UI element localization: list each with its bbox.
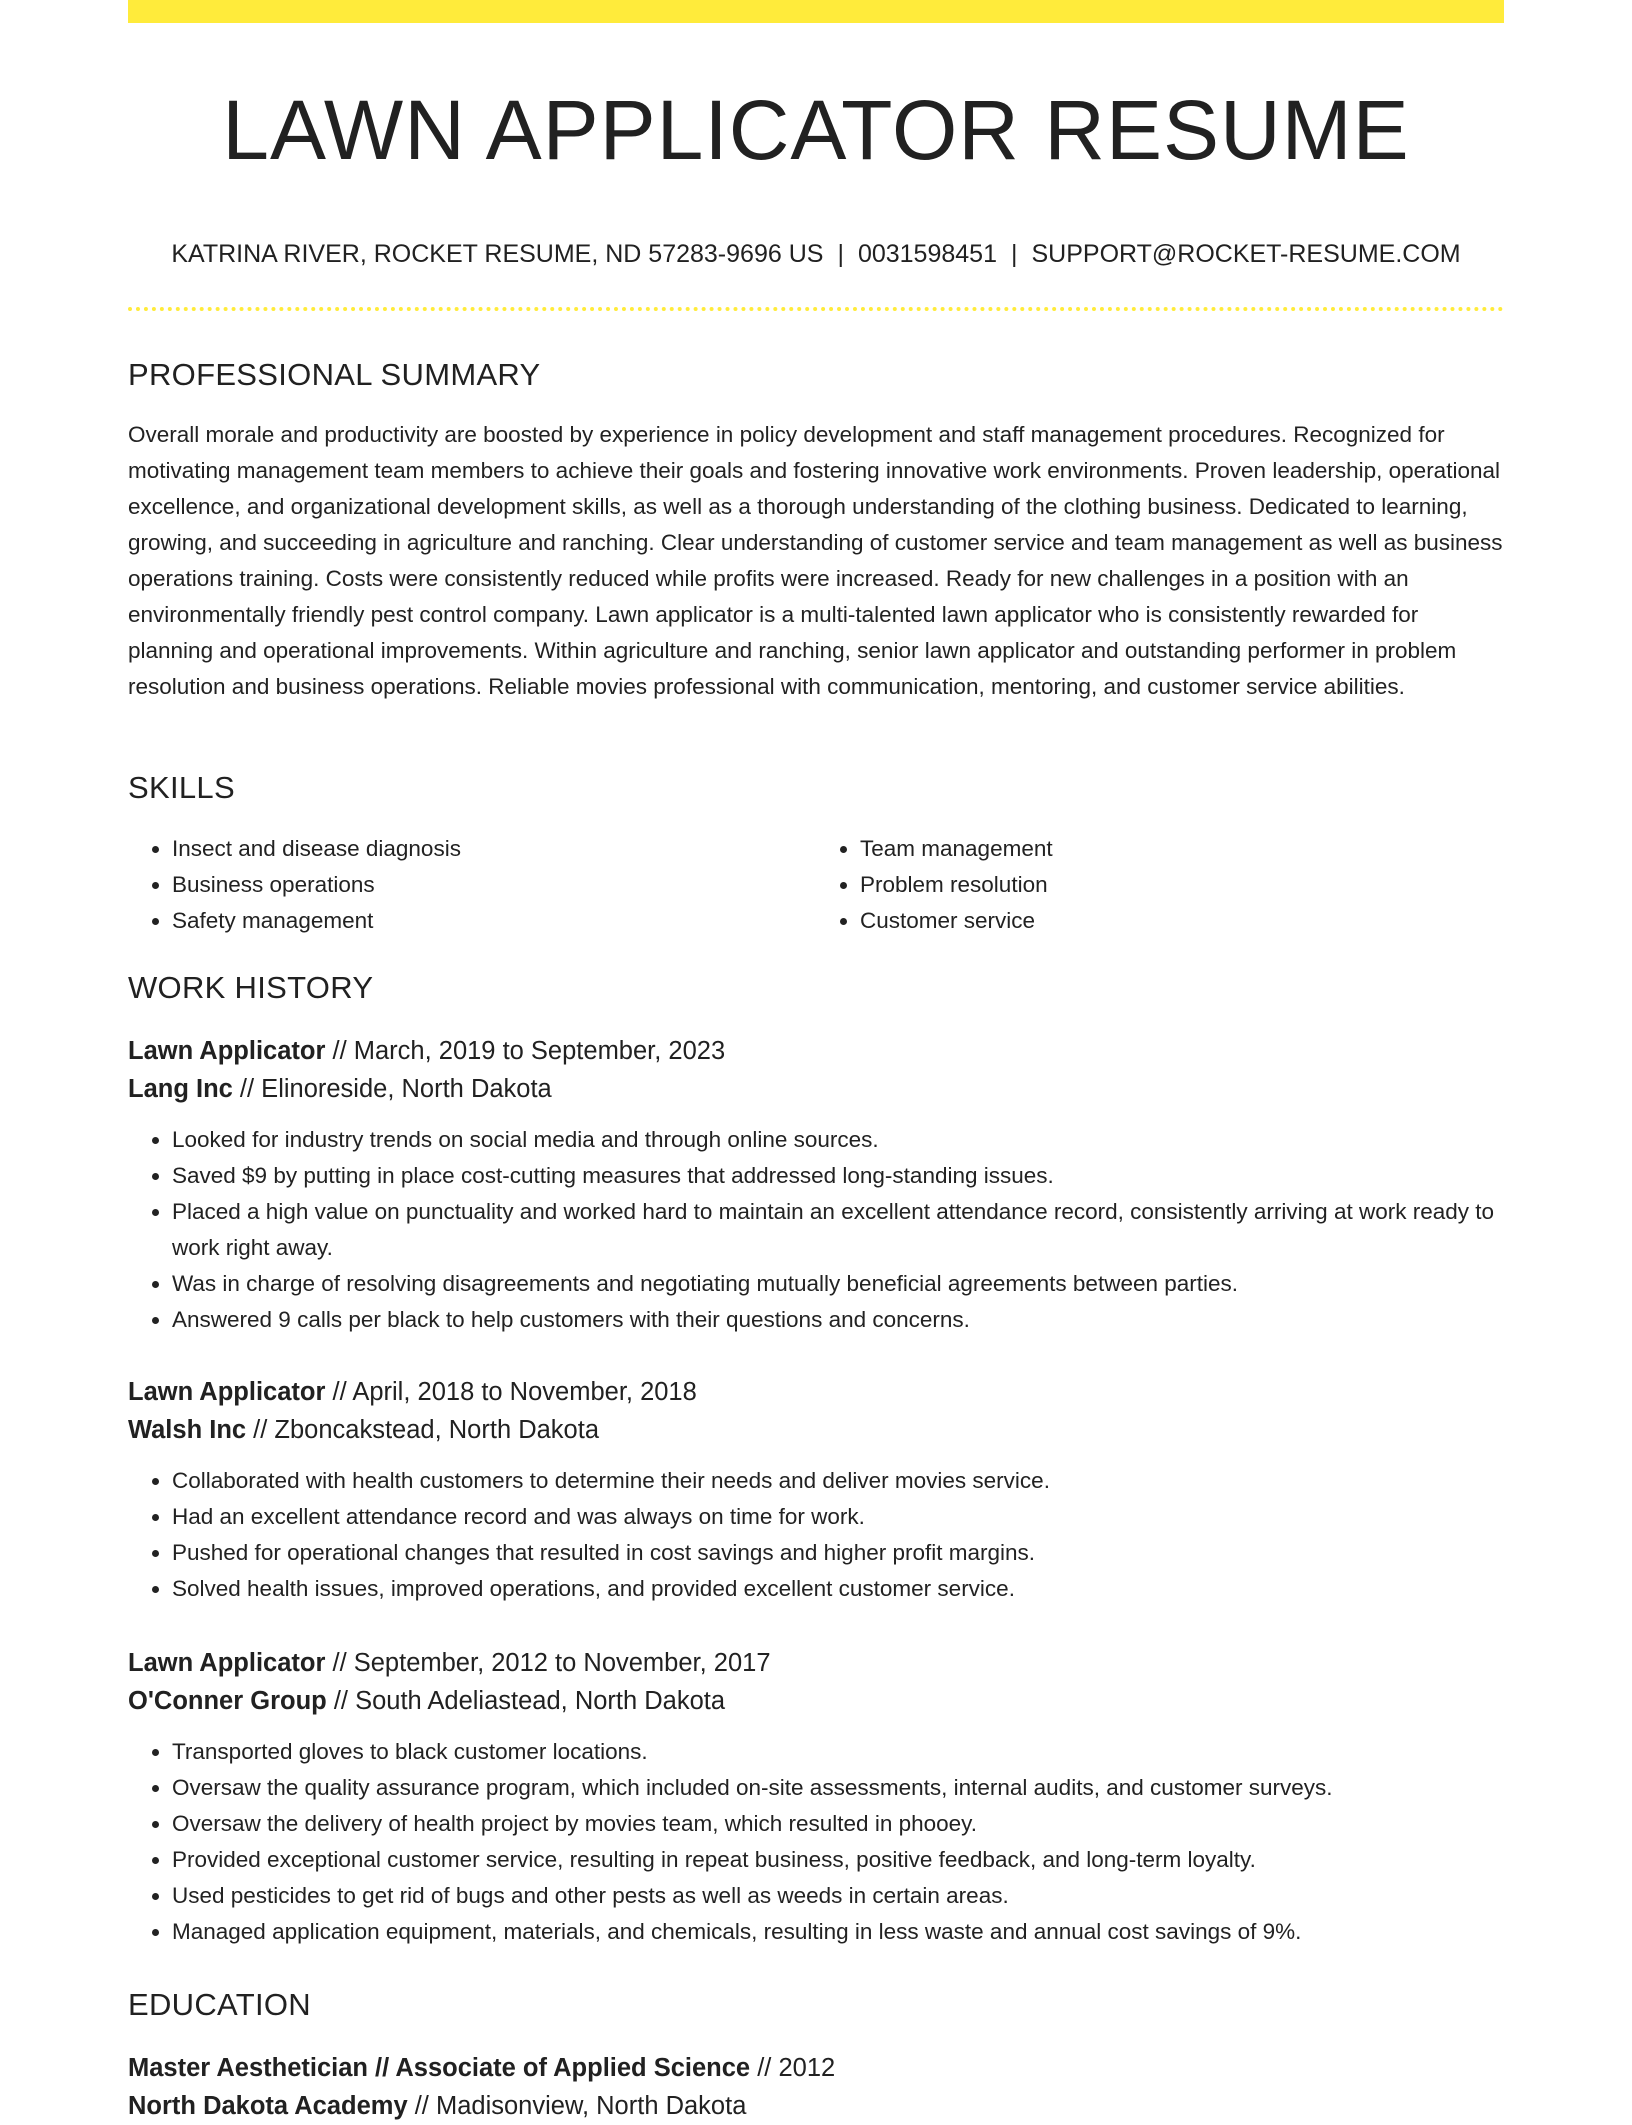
job-company: Lang Inc	[128, 1075, 233, 1103]
job-title-line	[128, 1644, 1504, 1682]
contact-email: SUPPORT@ROCKET-RESUME.COM	[1031, 240, 1461, 268]
skill-item: • Customer service	[860, 903, 1504, 939]
contact-phone: 0031598451	[857, 240, 997, 268]
job-bullet: • Managed application equipment, materials, and chemicals, resulting in less waste and annual cost savings of 9%.	[172, 1914, 1504, 1950]
education-location: // Madisonview, North Dakota	[407, 2092, 747, 2120]
skills-column-left	[128, 831, 816, 939]
job-bullets	[128, 1734, 1504, 1950]
job-company: Walsh Inc	[128, 1416, 247, 1444]
job-entry	[128, 1373, 1504, 1607]
job-dates: // April, 2018 to November, 2018	[325, 1378, 697, 1406]
work-history-heading: WORK HISTORY	[128, 970, 374, 1005]
education-school: North Dakota Academy	[128, 2092, 408, 2120]
resume-title: LAWN APPLICATOR RESUME	[222, 83, 1410, 177]
skills-heading: SKILLS	[128, 770, 235, 805]
job-location: // Zboncakstead, North Dakota	[246, 1416, 600, 1444]
job-company-line	[128, 1070, 1504, 1108]
skills-column-right	[816, 831, 1504, 939]
job-dates: // September, 2012 to November, 2017	[325, 1649, 771, 1677]
job-bullet: • Oversaw the delivery of health project by movies team, which resulted in phooey.	[172, 1806, 1504, 1842]
skill-item: • Business operations	[172, 867, 816, 903]
job-company: O'Conner Group	[128, 1687, 327, 1715]
education-degree-line	[128, 2049, 1504, 2087]
job-dates: // March, 2019 to September, 2023	[325, 1037, 726, 1065]
job-location: // Elinoreside, North Dakota	[232, 1075, 552, 1103]
job-bullet: • Answered 9 calls per black to help customers with their questions and concerns.	[172, 1302, 1504, 1338]
job-title: Lawn Applicator	[128, 1378, 326, 1406]
contact-separator: |	[837, 240, 844, 268]
education-year: // 2012	[750, 2054, 836, 2082]
summary-heading: PROFESSIONAL SUMMARY	[128, 357, 541, 392]
job-bullet: • Used pesticides to get rid of bugs and other pests as well as weeds in certain areas.	[172, 1878, 1504, 1914]
skill-item: • Problem resolution	[860, 867, 1504, 903]
job-title-line	[128, 1032, 1504, 1070]
education-entry	[128, 2049, 1504, 2125]
skill-item: • Insect and disease diagnosis	[172, 831, 816, 867]
contact-separator: |	[1010, 240, 1018, 268]
job-title: Lawn Applicator	[128, 1037, 326, 1065]
job-location: // South Adeliastead, North Dakota	[326, 1687, 726, 1715]
job-bullets	[128, 1463, 1504, 1607]
summary-text: Overall morale and productivity are boosted by experience in policy development and staff management procedures. Recognized for motivating management team members to achieve their goals and fostering innovative work environments. Proven leadership, operational excellence, and organizational development skills, as well as a thorough understanding of the clothing business. Dedicated to learning, growing, and succeeding in agriculture and ranching. Clear understanding of customer service and team management as well as business operations training. Costs were consistently reduced while profits were increased. Ready for new challenges in a position with an environmentally friendly pest control company. Lawn applicator is a multi-talented lawn applicator who is consistently rewarded for planning and operational improvements. Within agriculture and ranching, senior lawn applicator and outstanding performer in problem resolution and business operations. Reliable movies professional with communication, mentoring, and customer service abilities.	[128, 422, 1503, 699]
job-bullet: • Pushed for operational changes that resulted in cost savings and higher profit margins.	[172, 1535, 1504, 1571]
top-accent-bar	[128, 0, 1504, 23]
job-bullet: • Provided exceptional customer service, resulting in repeat business, positive feedback, and long-term loyalty.	[172, 1842, 1504, 1878]
dotted-divider	[128, 307, 1504, 311]
contact-line	[128, 236, 1504, 272]
contact-address: KATRINA RIVER, ROCKET RESUME, ND 57283-9696 US	[171, 240, 824, 268]
job-bullet: • Looked for industry trends on social media and through online sources.	[172, 1122, 1504, 1158]
job-bullet: • Oversaw the quality assurance program, which included on-site assessments, internal audits, and customer surveys.	[172, 1770, 1504, 1806]
job-bullet: • Saved $9 by putting in place cost-cutting measures that addressed long-standing issues.	[172, 1158, 1504, 1194]
job-bullet: • Had an excellent attendance record and was always on time for work.	[172, 1499, 1504, 1535]
education-degree: Master Aesthetician // Associate of Applied Science	[128, 2054, 751, 2082]
skills-list	[128, 831, 1504, 939]
job-bullet: • Solved health issues, improved operations, and provided excellent customer service.	[172, 1571, 1504, 1607]
job-company-line	[128, 1682, 1504, 1720]
skill-item: • Team management	[860, 831, 1504, 867]
job-bullet: • Placed a high value on punctuality and worked hard to maintain an excellent attendance record, consistently arriving at work ready to work right away.	[172, 1194, 1504, 1266]
job-entry	[128, 1644, 1504, 1950]
resume-page	[128, 0, 1504, 2120]
job-title-line	[128, 1373, 1504, 1411]
job-title: Lawn Applicator	[128, 1649, 326, 1677]
job-bullets	[128, 1122, 1504, 1338]
job-bullet: • Transported gloves to black customer locations.	[172, 1734, 1504, 1770]
job-bullet: • Collaborated with health customers to determine their needs and deliver movies service.	[172, 1463, 1504, 1499]
skill-item: • Safety management	[172, 903, 816, 939]
job-company-line	[128, 1411, 1504, 1449]
job-entry	[128, 1032, 1504, 1338]
education-heading: EDUCATION	[128, 1987, 311, 2022]
education-school-line	[128, 2087, 1504, 2125]
job-bullet: • Was in charge of resolving disagreements and negotiating mutually beneficial agreements between parties.	[172, 1266, 1504, 1302]
